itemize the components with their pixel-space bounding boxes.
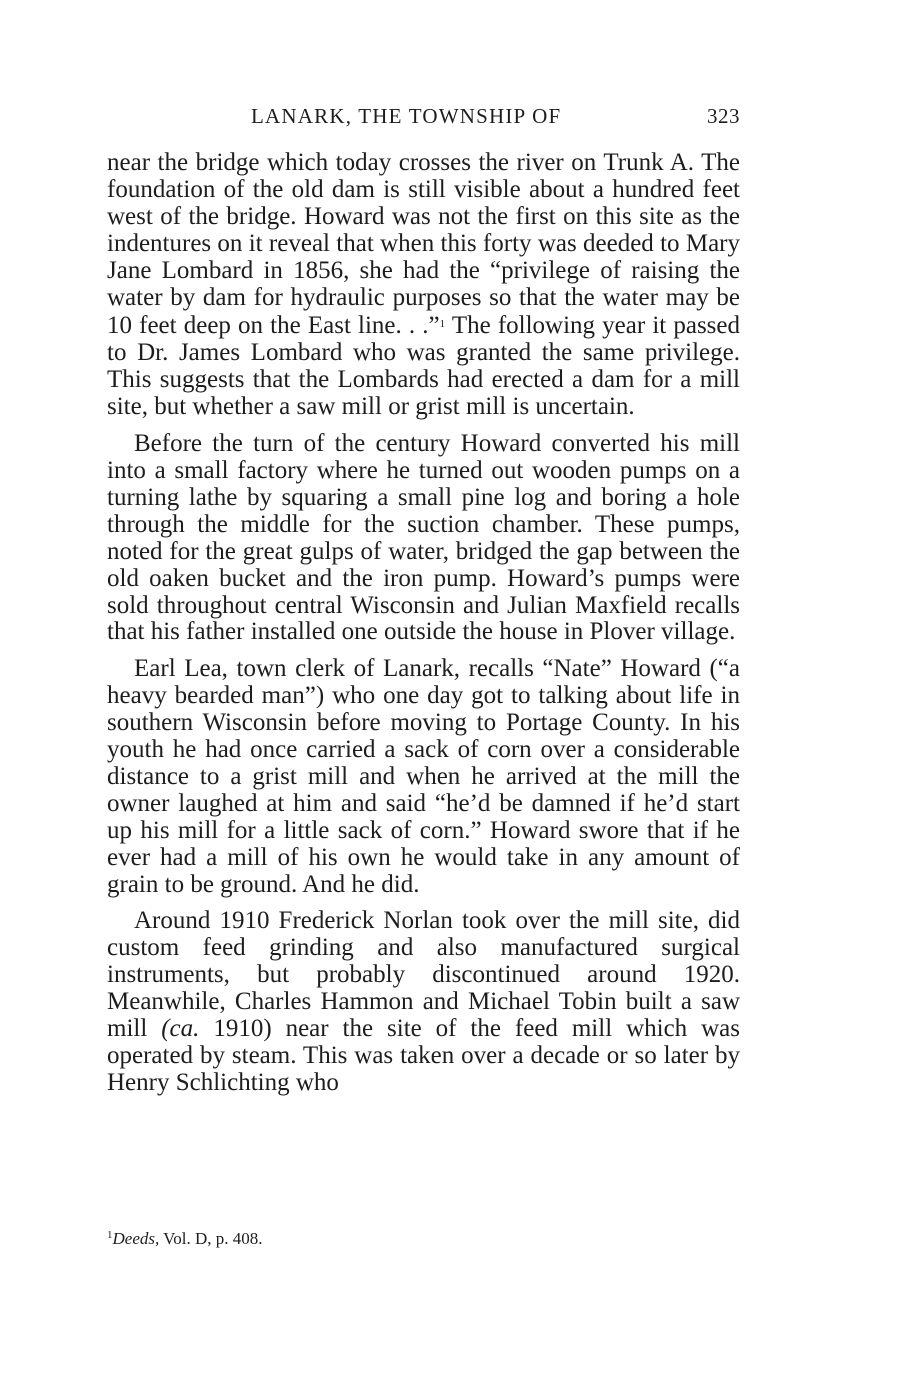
paragraph-1 [107,150,740,421]
footnote-source: Deeds, [112,1229,160,1248]
running-head [107,100,740,134]
body-text [107,150,740,1107]
paragraph-1-text-cont: The following year it passed to Dr. James Lombard who was granted the same privilege. This suggests that the Lombards had erected a dam for a mill site, but whether a saw mill or grist mill is uncertain. [107,312,740,421]
page-number: 323 [707,104,740,128]
paragraph-2: Before the turn of the century Howard converted his mill into a small factory where he turned out wooden pumps on a turning lathe by squaring a small pine log and boring a hole through the middle for the suction chamber. These pumps, noted for the great gulps of water, bridged the gap between the old oaken bucket and the iron pump. Howard’s pumps were sold throughout central Wisconsin and Julian Maxfield recalls that his father installed one outside the house in Plover village. [107,430,740,646]
footnote-reference: 1 [439,318,446,331]
footnote [107,1224,740,1250]
paragraph-4-text: Around 1910 Frederick Norlan took over the mill site, did custom feed grinding and also manufactured surgical instruments, but probably discontinued around 1920. Meanwhile, Charles Hammon and Michael Tobin built a saw mill [107,907,740,1043]
footnote-mark: 1 [107,1229,113,1241]
circa-abbreviation: (ca. [161,1015,200,1043]
running-title: LANARK, THE TOWNSHIP OF [251,104,562,128]
paragraph-4-text-cont: 1910) near the site of the feed mill which was operated by steam. This was taken over a decade or so later by Henry Schlichting who [107,1015,740,1096]
footnote-citation: Vol. D, p. 408. [159,1229,263,1248]
paragraph-4 [107,908,740,1096]
paragraph-3: Earl Lea, town clerk of Lanark, recalls “Nate” Howard (“a heavy bearded man”) who one day got to talking about life in southern Wisconsin before moving to Portage County. In his youth he had once carried a sack of corn over a considerable distance to a grist mill and when he arrived at the mill the owner laughed at him and said “he’d be damned if he’d start up his mill for a little sack of corn.” Howard swore that if he ever had a mill of his own he would take in any amount of grain to be ground. And he did. [107,655,740,898]
paragraph-1-text: near the bridge which today crosses the river on Trunk A. The foundation of the old dam is still visible about a hundred feet west of the bridge. Howard was not the first on this site as the indentures on it reveal that when this forty was deeded to Mary Jane Lombard in 1856, she had the “privilege of raising the water by dam for hydraulic purposes so that the water may be 10 feet deep on the East line. . .” [107,149,740,340]
